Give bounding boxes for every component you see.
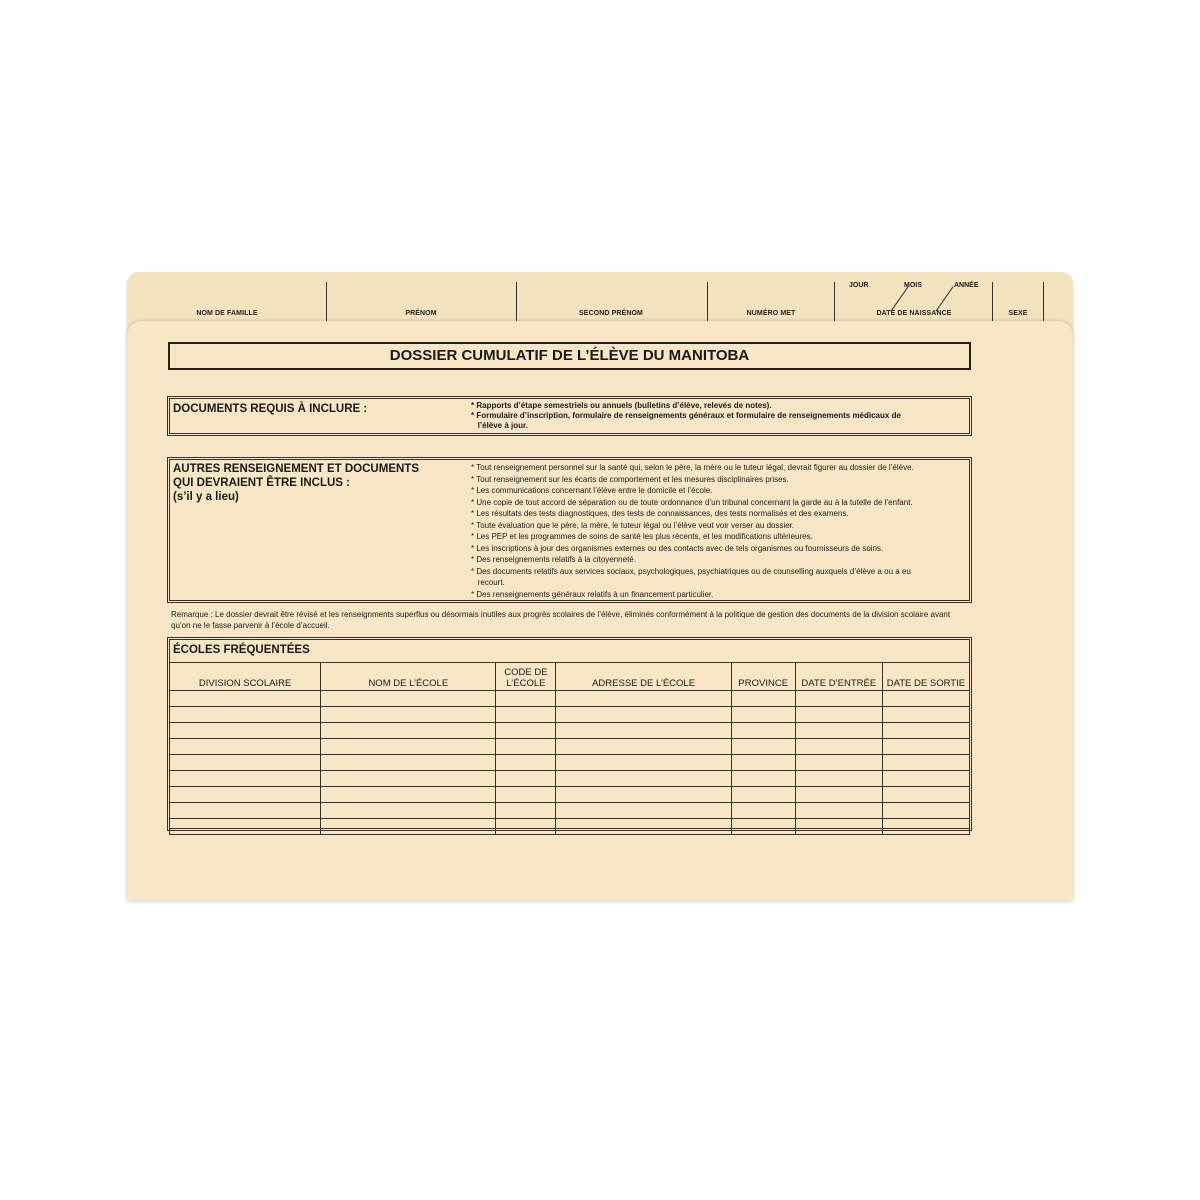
table-cell[interactable]	[731, 771, 795, 787]
list-item: * Une copie de tout accord de séparation ou de toute ordonnance d’un tribunal concernant la garde au à la tutelle de l’enfant.	[471, 497, 913, 507]
table-cell[interactable]	[795, 691, 882, 707]
list-item: * Rapports d’étape semestriels ou annuels (bulletins d’élève, relevés de notes).	[471, 401, 772, 410]
table-cell[interactable]	[731, 819, 795, 835]
date-separator	[935, 286, 953, 311]
table-cell[interactable]	[556, 819, 731, 835]
table-cell[interactable]	[321, 771, 496, 787]
table-cell[interactable]	[496, 691, 556, 707]
table-cell[interactable]	[496, 819, 556, 835]
column-header-school-name: NOM DE L’ÉCOLE	[321, 663, 496, 691]
list-item: * Des renseignements relatifs à la citoyenneté.	[471, 555, 636, 564]
table-cell[interactable]	[321, 755, 496, 771]
table-cell[interactable]	[496, 787, 556, 803]
table-cell[interactable]	[170, 819, 321, 835]
table-cell[interactable]	[795, 771, 882, 787]
label-day: JOUR	[849, 282, 869, 289]
label-met-number: NUMÉRO MET	[746, 310, 796, 317]
table-cell[interactable]	[170, 803, 321, 819]
table-cell[interactable]	[556, 755, 731, 771]
table-row	[170, 803, 970, 819]
table-row	[170, 739, 970, 755]
table-cell[interactable]	[556, 691, 731, 707]
table-row	[170, 707, 970, 723]
table-cell[interactable]	[731, 803, 795, 819]
table-row	[170, 691, 970, 707]
table-cell[interactable]	[882, 739, 969, 755]
column-header-province: PROVINCE	[731, 663, 795, 691]
tab-divider	[707, 282, 708, 322]
table-row	[170, 755, 970, 771]
table-cell[interactable]	[321, 707, 496, 723]
list-item: * Des renseignements généraux relatifs à un financement particulier.	[471, 589, 714, 599]
required-documents-heading: DOCUMENTS REQUIS À INCLURE :	[173, 403, 368, 415]
table-cell[interactable]	[556, 803, 731, 819]
table-cell[interactable]	[321, 739, 496, 755]
table-cell[interactable]	[795, 723, 882, 739]
label-birth-date: DATE DE NAISSANCE	[876, 310, 952, 317]
table-cell[interactable]	[795, 819, 882, 835]
other-documents-heading	[173, 462, 419, 504]
label-sex: SEXE	[1008, 310, 1028, 317]
table-cell[interactable]	[170, 739, 321, 755]
table-cell[interactable]	[496, 723, 556, 739]
other-documents-list	[471, 462, 914, 600]
label-family-name: NOM DE FAMILLE	[196, 310, 258, 317]
table-cell[interactable]	[170, 771, 321, 787]
heading-line: QUI DEVRAIENT ÊTRE INCLUS :	[173, 477, 350, 489]
table-cell[interactable]	[556, 707, 731, 723]
label-year: ANNÉE	[954, 282, 979, 289]
table-row	[170, 723, 970, 739]
table-cell[interactable]	[321, 803, 496, 819]
schools-attended-heading: ÉCOLES FRÉQUENTÉES	[173, 644, 310, 656]
table-cell[interactable]	[321, 723, 496, 739]
list-item: * Tout renseignement sur les écarts de comportement et les mesures disciplinaires prises.	[471, 474, 789, 484]
table-cell[interactable]	[731, 723, 795, 739]
table-cell[interactable]	[882, 723, 969, 739]
tab-divider	[516, 282, 517, 322]
table-cell[interactable]	[321, 787, 496, 803]
table-cell[interactable]	[556, 771, 731, 787]
table-cell[interactable]	[556, 787, 731, 803]
column-header-school-code: CODE DE L’ÉCOLE	[496, 663, 556, 691]
table-cell[interactable]	[795, 739, 882, 755]
table-cell[interactable]	[882, 819, 969, 835]
date-separator	[890, 286, 908, 311]
table-row	[170, 819, 970, 835]
column-header-entry-date: DATE D’ENTRÉE	[795, 663, 882, 691]
table-cell[interactable]	[795, 755, 882, 771]
table-cell[interactable]	[321, 691, 496, 707]
remark-note: Remarque : Le dossier devrait être révisé et les renseignments superflus ou désormais inutiles aux progrès scolaires de l’élève, éliminés conformément à la politique de gestion des documents de la division scolaire avant qu’on ne le fasse parvenir à l’école d’accueil.	[171, 610, 951, 630]
table-cell[interactable]	[321, 819, 496, 835]
form-title: DOSSIER CUMULATIF DE L’ÉLÈVE DU MANITOBA	[168, 342, 971, 370]
table-cell[interactable]	[731, 739, 795, 755]
table-cell[interactable]	[882, 803, 969, 819]
tab-divider	[326, 282, 327, 322]
table-cell[interactable]	[556, 739, 731, 755]
other-documents-box	[169, 459, 970, 601]
table-cell[interactable]	[496, 803, 556, 819]
table-cell[interactable]	[496, 755, 556, 771]
table-cell[interactable]	[882, 755, 969, 771]
list-item: recourt.	[471, 578, 505, 587]
table-cell[interactable]	[556, 723, 731, 739]
label-first-name: PRÉNOM	[405, 310, 437, 317]
table-cell[interactable]	[496, 707, 556, 723]
label-month: MOIS	[904, 282, 922, 289]
table-cell[interactable]	[882, 691, 969, 707]
list-item: * Toute évaluation que le père, la mère, le tuteur légal ou l’élève veut voir verser au dossier.	[471, 520, 795, 530]
table-row	[170, 771, 970, 787]
list-item: * Les résultats des tests diagnostiques, des tests de connaissances, des tests normalisés et des examens.	[471, 509, 849, 518]
list-item: * Les communications concernant l’élève entre le domicile et l’école.	[471, 486, 713, 495]
table-cell[interactable]	[795, 787, 882, 803]
list-item: * Tout renseignement personnel sur la santé qui, selon le père, la mère ou le tuteur légal, devrait figurer au dossier de l’élève.	[471, 463, 914, 472]
table-cell[interactable]	[170, 691, 321, 707]
table-cell[interactable]	[731, 755, 795, 771]
table-cell[interactable]	[731, 691, 795, 707]
tab-divider	[834, 282, 835, 322]
required-documents-list	[471, 401, 901, 431]
table-cell[interactable]	[496, 771, 556, 787]
heading-line: (s’il y a lieu)	[173, 491, 239, 503]
table-cell[interactable]	[170, 755, 321, 771]
heading-line: AUTRES RENSEIGNEMENT ET DOCUMENTS	[173, 463, 419, 475]
table-cell[interactable]	[731, 707, 795, 723]
folder-front	[127, 321, 1073, 900]
table-cell[interactable]	[170, 723, 321, 739]
column-header-address: ADRESSE DE L’ÉCOLE	[556, 663, 731, 691]
list-item: * Des documents relatifs aux services sociaux, psychologiques, psychiatriques ou de counselling auxquels d’élève a ou a eu	[471, 566, 911, 576]
column-header-division: DIVISION SCOLAIRE	[170, 663, 321, 691]
table-cell[interactable]	[882, 771, 969, 787]
table-cell[interactable]	[496, 739, 556, 755]
table-cell[interactable]	[795, 803, 882, 819]
table-cell[interactable]	[795, 707, 882, 723]
table-cell[interactable]	[731, 787, 795, 803]
schools-table	[169, 662, 970, 835]
column-header-exit-date: DATE DE SORTIE	[882, 663, 969, 691]
table-row	[170, 787, 970, 803]
list-item: * Les inscriptions à jour des organismes externes ou des contacts avec de tels organismes ou fournisseurs de soins.	[471, 543, 884, 553]
table-cell[interactable]	[170, 787, 321, 803]
tab-divider	[1043, 282, 1044, 322]
list-item: l’élève à jour.	[471, 421, 528, 430]
table-cell[interactable]	[882, 707, 969, 723]
label-middle-name: SECOND PRÉNOM	[579, 310, 643, 317]
table-cell[interactable]	[882, 787, 969, 803]
list-item: * Les PEP et les programmes de soins de santé les plus récents, et les modifications ultérieures.	[471, 532, 813, 541]
required-documents-box	[169, 398, 970, 434]
list-item: * Formulaire d’inscription, formulaire de renseignements généraux et formulaire de renseignements médicaux de	[471, 411, 901, 420]
table-cell[interactable]	[170, 707, 321, 723]
